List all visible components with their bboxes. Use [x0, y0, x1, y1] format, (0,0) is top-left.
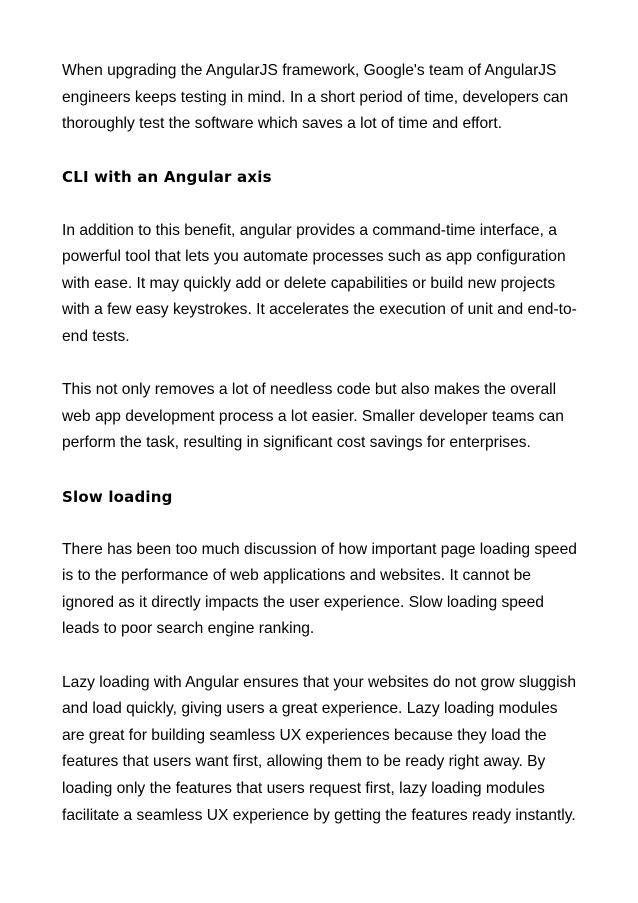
heading-cli: CLI with an Angular axis	[62, 168, 272, 187]
spacer	[62, 351, 582, 378]
paragraph-cli-benefit: In addition to this benefit, angular provides a command-time interface, a powerful tool that lets you automate processes such as app configuration with ease. It may quickly add or delete capabilities or build new projects with a few easy keystrokes. It accelerates the execution of unit and end-to-end tests.	[62, 221, 577, 345]
paragraph-lazy-loading: Lazy loading with Angular ensures that your websites do not grow sluggish and load quickly, giving users a great experience. Lazy loading modules are great for building seamless UX experiences because they load the features that users want first, allowing them to be ready right away. By loading only the features that users request first, lazy loading modules facilitate a seamless UX experience by getting the features ready instantly.	[62, 673, 577, 824]
spacer	[62, 191, 582, 218]
heading-slow-loading: Slow loading	[62, 487, 173, 506]
paragraph-loading-speed: There has been too much discussion of how important page loading speed is to the performance of web applications and websites. It cannot be ignored as it directly impacts the user experience. Slow loading speed leads to poor search engine ranking.	[62, 540, 577, 638]
spacer	[62, 457, 582, 484]
spacer	[62, 510, 582, 537]
paragraph-angularjs-testing: When upgrading the AngularJS framework, Google's team of AngularJS engineers keeps testing in mind. In a short period of time, developers can thoroughly test the software which saves a lot of time and effort.	[62, 62, 569, 133]
spacer	[62, 643, 582, 670]
spacer	[62, 138, 582, 165]
paragraph-cost-savings: This not only removes a lot of needless code but also makes the overall web app development process a lot easier. Smaller developer teams can perform the task, resulting in significant cost savings for enterprises.	[62, 381, 564, 452]
document-page	[62, 58, 582, 829]
